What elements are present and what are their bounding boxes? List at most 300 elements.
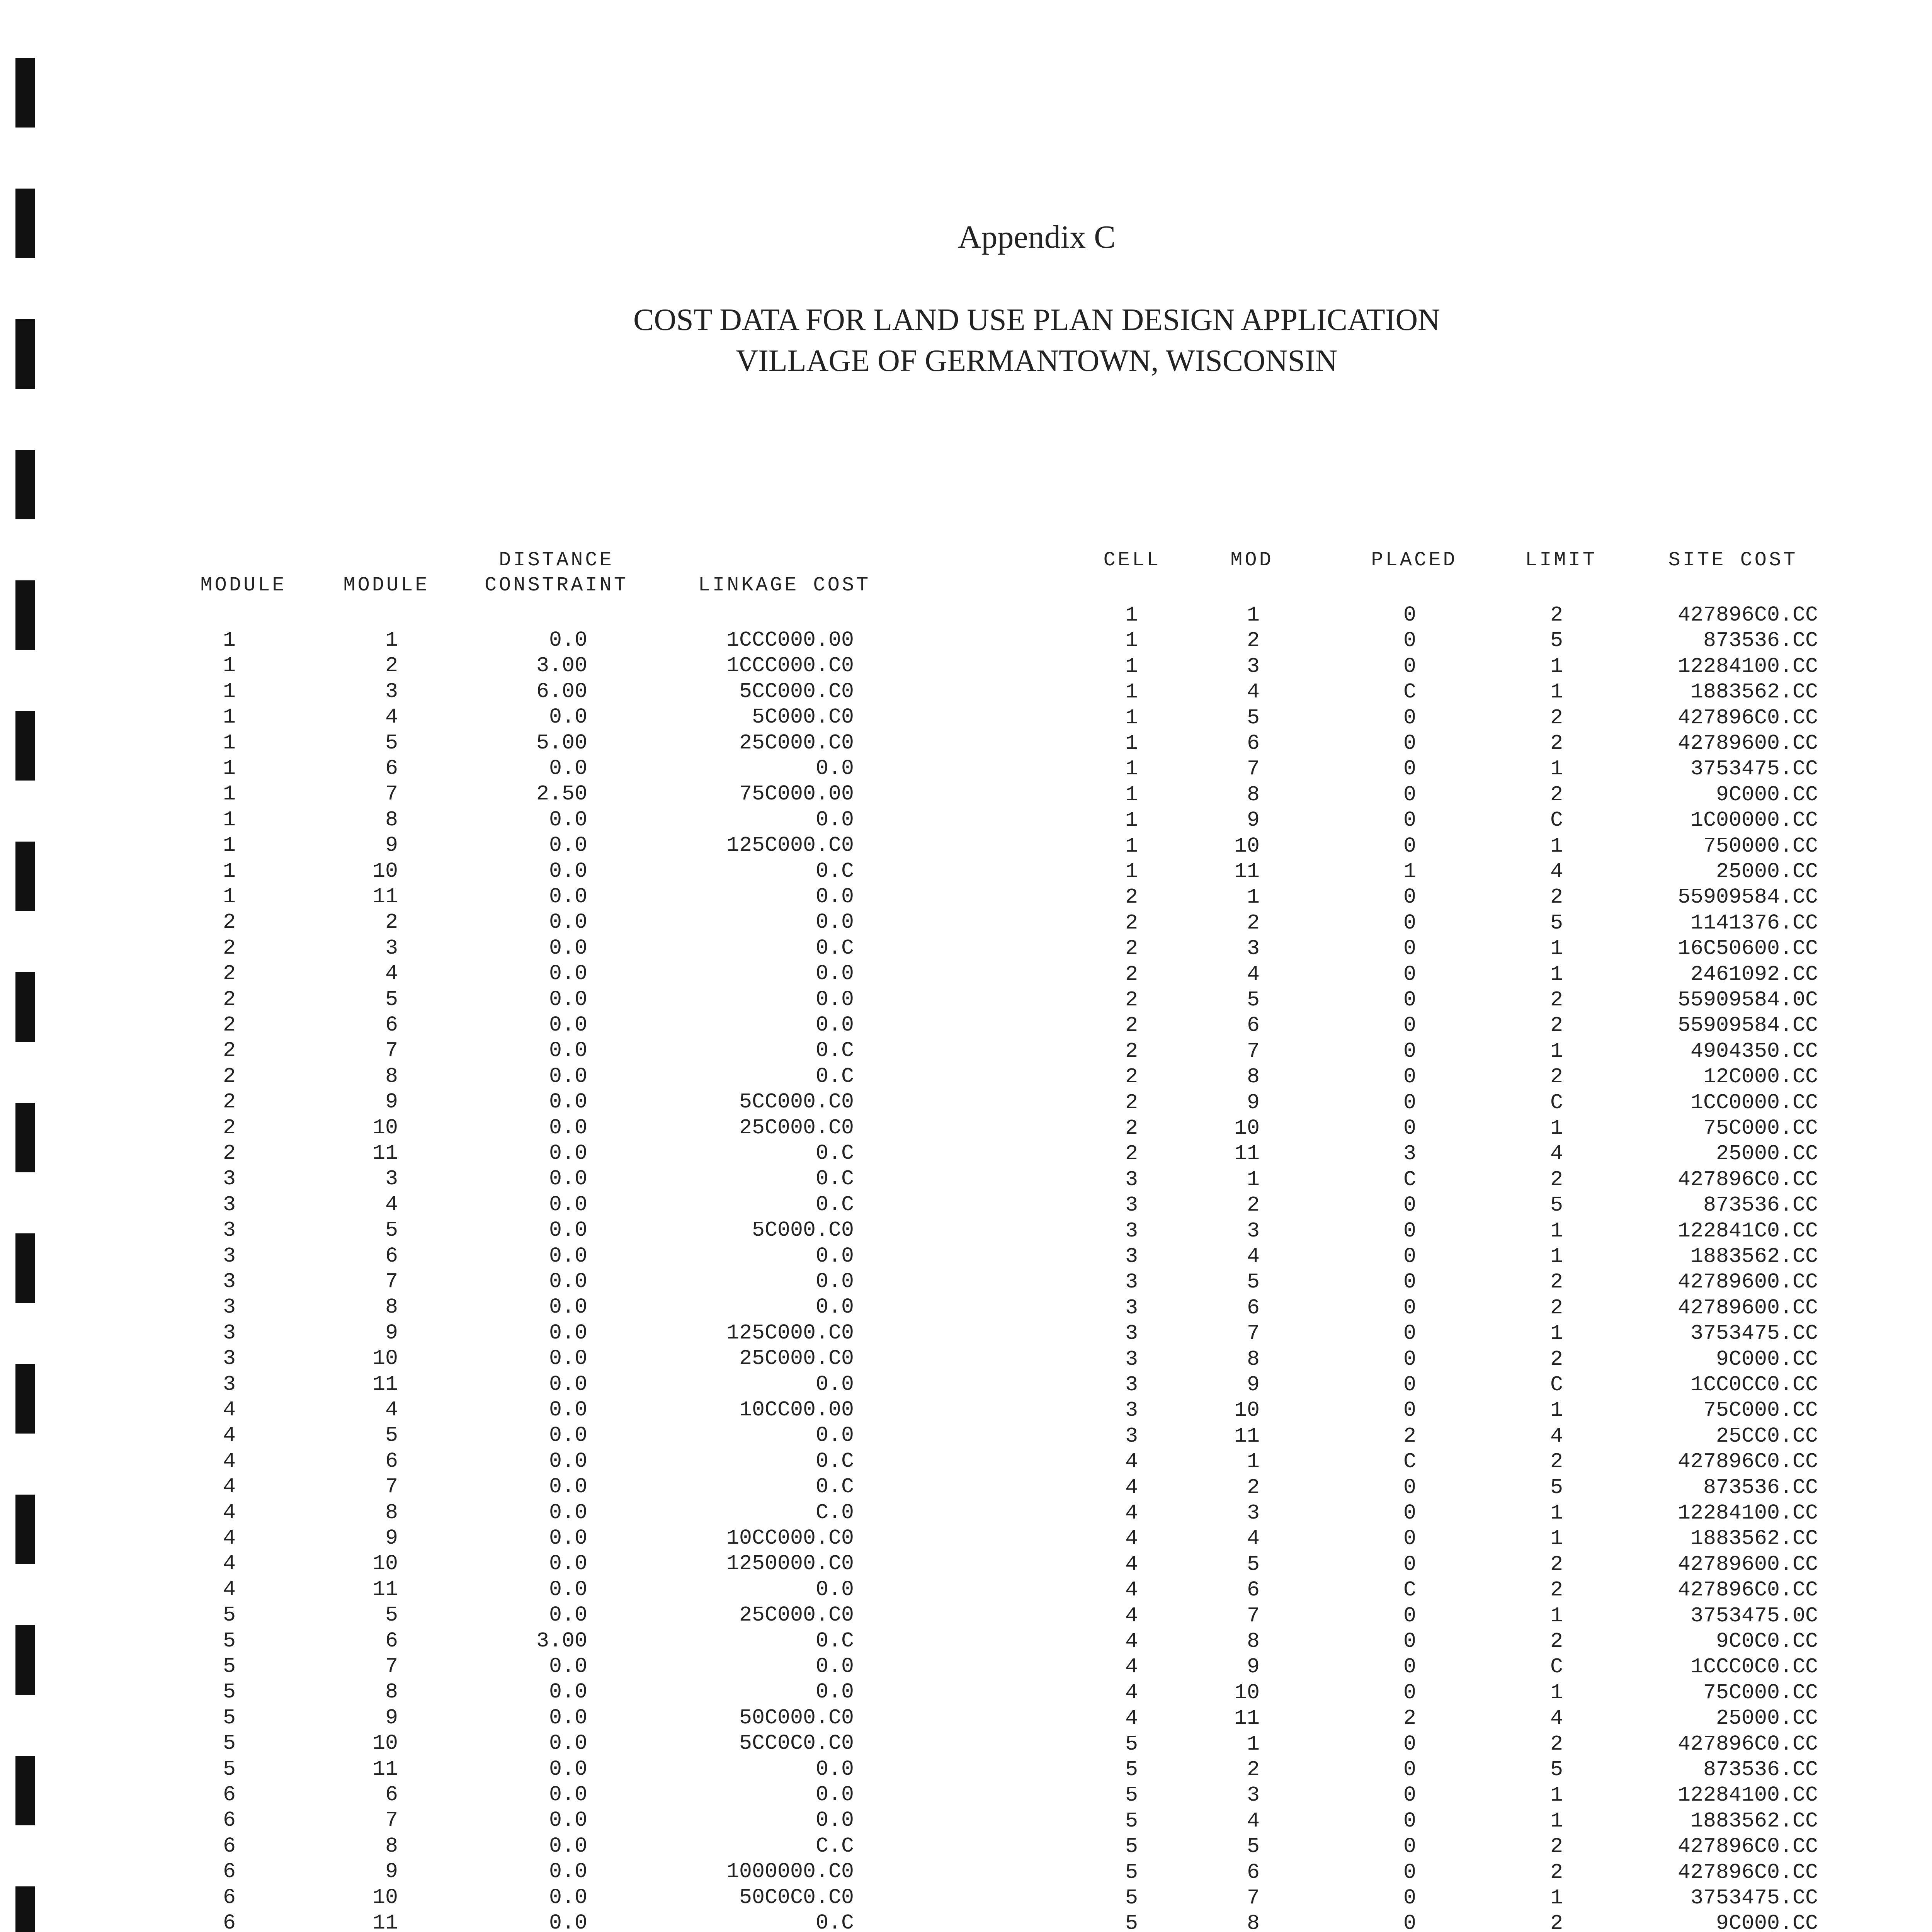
limit-cell: 5 — [1550, 910, 1563, 935]
distance-cell: 2.50 — [536, 782, 587, 806]
limit-cell: 2 — [1550, 731, 1563, 755]
site-cost-cell: 1883562.CC — [1690, 1808, 1818, 1833]
module-b-cell: 10 — [372, 1731, 398, 1756]
site-cost-cell: 9C000.CC — [1716, 1347, 1818, 1371]
mod-cell: 6 — [1247, 1013, 1260, 1038]
limit-cell: 1 — [1550, 1321, 1563, 1346]
cell-number-cell: 1 — [1125, 833, 1138, 858]
module-b-cell: 6 — [385, 1013, 398, 1037]
cell-number-cell: 4 — [1125, 1475, 1138, 1500]
linkage-cost-cell: 5CC0C0.C0 — [739, 1731, 854, 1756]
linkage-cost-cell: 1CCC000.00 — [726, 628, 854, 652]
module-a-cell: 1 — [223, 782, 236, 806]
placed-cell: 0 — [1403, 936, 1416, 961]
module-b-cell: 2 — [385, 910, 398, 935]
placed-cell: 0 — [1403, 654, 1416, 679]
distance-cell: 0.0 — [549, 1526, 587, 1550]
linkage-cost-cell: 0.C — [815, 1628, 854, 1653]
limit-cell: 4 — [1550, 859, 1563, 884]
mod-cell: 3 — [1247, 1783, 1260, 1808]
module-b-cell: 7 — [385, 782, 398, 806]
linkage-cost-cell: 0.C — [815, 1064, 854, 1088]
placed-cell: 0 — [1403, 1090, 1416, 1115]
mod-cell: 4 — [1247, 680, 1260, 704]
module-a-cell: 3 — [223, 1269, 236, 1294]
linkage-cost-cell: 0.C — [815, 1192, 854, 1217]
site-cost-row — [0, 1783, 1932, 1808]
module-a-cell: 1 — [223, 884, 236, 909]
cell-number-cell: 5 — [1125, 1808, 1138, 1833]
module-a-cell: 1 — [223, 859, 236, 883]
module-b-cell: 10 — [372, 859, 398, 883]
cell-number-cell: 2 — [1125, 1013, 1138, 1038]
site-cost-row — [0, 1347, 1932, 1372]
site-cost-cell: 873536.CC — [1703, 1193, 1818, 1218]
mod-cell: 8 — [1247, 1347, 1260, 1371]
placed-cell: 0 — [1403, 833, 1416, 858]
site-cost-cell: 873536.CC — [1703, 1475, 1818, 1500]
module-b-cell: 9 — [385, 1859, 398, 1884]
site-cost-cell: 1CC0000.CC — [1690, 1090, 1818, 1115]
linkage-cost-cell: 0.C — [815, 859, 854, 883]
distance-cell: 0.0 — [549, 1320, 587, 1345]
cell-number-cell: 1 — [1125, 680, 1138, 704]
cell-number-cell: 5 — [1125, 1757, 1138, 1782]
linkage-cost-cell: 5CC000.C0 — [739, 1090, 854, 1114]
distance-cell: 0.0 — [549, 987, 587, 1012]
linkage-cost-cell: 0.0 — [815, 884, 854, 909]
mod-cell: 8 — [1247, 1065, 1260, 1089]
module-b-cell: 8 — [385, 807, 398, 832]
site-cost-cell: 1CC0CC0.CC — [1690, 1372, 1818, 1397]
title-line-1: COST DATA FOR LAND USE PLAN DESIGN APPLICATION — [633, 303, 1440, 337]
site-cost-row — [0, 1552, 1932, 1578]
module-b-cell: 9 — [385, 1320, 398, 1345]
mod-cell: 3 — [1247, 1501, 1260, 1525]
distance-cell: 0.0 — [549, 1423, 587, 1448]
module-b-cell: 1 — [385, 628, 398, 652]
site-cost-cell: 427896C0.CC — [1677, 1578, 1818, 1602]
limit-cell: 2 — [1550, 885, 1563, 910]
site-cost-cell: 42789600.CC — [1677, 1270, 1818, 1294]
cell-number-cell: 1 — [1125, 654, 1138, 679]
placed-cell: 0 — [1403, 1244, 1416, 1269]
limit-cell: 4 — [1550, 1141, 1563, 1166]
placed-cell: C — [1403, 1167, 1416, 1192]
mod-cell: 4 — [1247, 962, 1260, 986]
module-a-cell: 5 — [223, 1731, 236, 1756]
site-cost-cell: 1141376.CC — [1690, 910, 1818, 935]
site-cost-cell: 12C000.CC — [1703, 1065, 1818, 1089]
site-cost-cell: 42789600.CC — [1677, 1295, 1818, 1320]
site-cost-cell: 12284100.CC — [1677, 1501, 1818, 1525]
module-b-cell: 5 — [385, 1218, 398, 1243]
limit-cell: 2 — [1550, 1013, 1563, 1038]
site-cost-cell: 1883562.CC — [1690, 1244, 1818, 1269]
appendix-label: Appendix C — [957, 219, 1116, 255]
linkage-cost-cell: 1250000.C0 — [726, 1551, 854, 1576]
linkage-cost-cell: 0.0 — [815, 807, 854, 832]
site-cost-row — [0, 1680, 1932, 1706]
module-a-cell: 4 — [223, 1526, 236, 1550]
placed-cell: 0 — [1403, 988, 1416, 1012]
module-b-cell: 9 — [385, 833, 398, 858]
placed-cell: 0 — [1403, 1065, 1416, 1089]
mod-cell: 5 — [1247, 1552, 1260, 1577]
site-cost-cell: 25CC0.CC — [1716, 1423, 1818, 1448]
distance-cell: 0.0 — [549, 1833, 587, 1858]
distance-cell: 5.00 — [536, 730, 587, 755]
mod-cell: 2 — [1247, 1757, 1260, 1782]
module-a-cell: 4 — [223, 1500, 236, 1525]
distance-cell: 0.0 — [549, 1064, 587, 1088]
module-b-cell: 5 — [385, 1603, 398, 1628]
distance-cell: 0.0 — [549, 756, 587, 781]
site-cost-cell: 427896C0.CC — [1677, 1834, 1818, 1859]
module-a-cell: 3 — [223, 1243, 236, 1268]
module-b-cell: 4 — [385, 1192, 398, 1217]
linkage-cost-cell: 5CC000.C0 — [739, 679, 854, 704]
cell-number-cell: 4 — [1125, 1629, 1138, 1653]
module-b-cell: 10 — [372, 1885, 398, 1910]
module-b-cell: 8 — [385, 1295, 398, 1320]
site-cost-row — [0, 731, 1932, 757]
placed-cell: 0 — [1403, 1603, 1416, 1628]
distance-cell: 0.0 — [549, 1885, 587, 1910]
cell-number-cell: 2 — [1125, 910, 1138, 935]
site-cost-row — [0, 1834, 1932, 1860]
linkage-cost-cell: 0.0 — [815, 1372, 854, 1396]
cell-number-cell: 1 — [1125, 628, 1138, 653]
placed-cell: 0 — [1403, 757, 1416, 781]
mod-cell: 5 — [1247, 988, 1260, 1012]
module-b-cell: 10 — [372, 1115, 398, 1140]
limit-cell: 5 — [1550, 628, 1563, 653]
cell-number-cell: 5 — [1125, 1860, 1138, 1884]
site-cost-row — [0, 1372, 1932, 1398]
limit-cell: 2 — [1550, 1552, 1563, 1577]
cell-number-cell: 3 — [1125, 1193, 1138, 1218]
module-a-cell: 5 — [223, 1603, 236, 1628]
linkage-cost-cell: 0.0 — [815, 1680, 854, 1704]
module-a-cell: 1 — [223, 705, 236, 730]
module-b-cell: 7 — [385, 1808, 398, 1833]
distance-cell: 3.00 — [536, 1628, 587, 1653]
module-b-cell: 3 — [385, 1167, 398, 1191]
module-b-cell: 4 — [385, 705, 398, 730]
module-b-cell: 11 — [372, 1577, 398, 1602]
mod-cell: 2 — [1247, 910, 1260, 935]
mod-cell: 1 — [1247, 1449, 1260, 1474]
cell-number-cell: 2 — [1125, 1090, 1138, 1115]
site-cost-cell: 3753475.CC — [1690, 1321, 1818, 1346]
site-cost-cell: 55909584.CC — [1677, 885, 1818, 910]
mod-cell: 7 — [1247, 1039, 1260, 1063]
distance-cell: 0.0 — [549, 1782, 587, 1807]
linkage-cost-cell: 125C000.C0 — [726, 833, 854, 858]
placed-cell: 0 — [1403, 1193, 1416, 1218]
site-cost-cell: 2461092.CC — [1690, 962, 1818, 986]
header-distance-line1: DISTANCE — [499, 549, 614, 571]
mod-cell: 7 — [1247, 1321, 1260, 1346]
module-a-cell: 1 — [223, 628, 236, 652]
mod-cell: 6 — [1247, 731, 1260, 755]
cell-number-cell: 2 — [1125, 1065, 1138, 1089]
site-cost-row — [0, 1090, 1932, 1116]
site-cost-cell: 25000.CC — [1716, 859, 1818, 884]
site-cost-row — [0, 1578, 1932, 1603]
site-cost-row — [0, 1757, 1932, 1783]
distance-cell: 0.0 — [549, 1551, 587, 1576]
cell-number-cell: 1 — [1125, 782, 1138, 807]
site-cost-cell: 75C000.CC — [1703, 1680, 1818, 1705]
mod-cell: 8 — [1247, 782, 1260, 807]
distance-cell: 0.0 — [549, 1603, 587, 1628]
cell-number-cell: 5 — [1125, 1911, 1138, 1932]
site-cost-row — [0, 1167, 1932, 1193]
placed-cell: 0 — [1403, 1526, 1416, 1551]
module-a-cell: 6 — [223, 1782, 236, 1807]
linkage-cost-cell: 0.0 — [815, 1808, 854, 1833]
limit-cell: 2 — [1550, 1578, 1563, 1602]
module-a-cell: 2 — [223, 935, 236, 960]
site-cost-row — [0, 1013, 1932, 1039]
header-site-cost: SITE COST — [1668, 549, 1798, 571]
limit-cell: C — [1550, 808, 1563, 833]
site-cost-cell: 42789600.CC — [1677, 1552, 1818, 1577]
mod-cell: 7 — [1247, 1603, 1260, 1628]
site-cost-cell: 1883562.CC — [1690, 680, 1818, 704]
mod-cell: 2 — [1247, 1193, 1260, 1218]
placed-cell: 0 — [1403, 1116, 1416, 1140]
limit-cell: 1 — [1550, 1218, 1563, 1243]
site-cost-cell: 9C000.CC — [1716, 1911, 1818, 1932]
limit-cell: 2 — [1550, 1860, 1563, 1884]
module-a-cell: 2 — [223, 1090, 236, 1114]
module-a-cell: 2 — [223, 910, 236, 935]
site-cost-row — [0, 1860, 1932, 1886]
limit-cell: 5 — [1550, 1757, 1563, 1782]
limit-cell: 2 — [1550, 1167, 1563, 1192]
module-b-cell: 7 — [385, 1269, 398, 1294]
site-cost-row — [0, 1911, 1932, 1932]
site-cost-row — [0, 1219, 1932, 1244]
distance-cell: 3.00 — [536, 653, 587, 678]
placed-cell: 0 — [1403, 1629, 1416, 1653]
placed-cell: 0 — [1403, 705, 1416, 730]
mod-cell: 8 — [1247, 1911, 1260, 1932]
linkage-cost-cell: 1000000.C0 — [726, 1859, 854, 1884]
linkage-cost-cell: 0.C — [815, 1449, 854, 1473]
placed-cell: 0 — [1403, 1501, 1416, 1525]
limit-cell: 1 — [1550, 1501, 1563, 1525]
module-b-cell: 11 — [372, 1911, 398, 1932]
placed-cell: 0 — [1403, 1347, 1416, 1371]
binding-mark — [15, 450, 35, 519]
limit-cell: 1 — [1550, 936, 1563, 961]
site-cost-row — [0, 1270, 1932, 1295]
distance-cell: 6.00 — [536, 679, 587, 704]
site-cost-cell: 9C000.CC — [1716, 782, 1818, 807]
distance-cell: 0.0 — [549, 1115, 587, 1140]
module-a-cell: 6 — [223, 1885, 236, 1910]
linkage-cost-cell: 0.0 — [815, 1269, 854, 1294]
distance-cell: 0.0 — [549, 935, 587, 960]
header-mod: MOD — [1230, 549, 1274, 571]
limit-cell: 1 — [1550, 757, 1563, 781]
placed-cell: 0 — [1403, 1860, 1416, 1884]
module-a-cell: 1 — [223, 756, 236, 781]
module-a-cell: 2 — [223, 1064, 236, 1088]
site-cost-row — [0, 603, 1932, 628]
limit-cell: 1 — [1550, 1808, 1563, 1833]
cell-number-cell: 3 — [1125, 1244, 1138, 1269]
cell-number-cell: 3 — [1125, 1167, 1138, 1192]
module-a-cell: 5 — [223, 1705, 236, 1730]
module-a-cell: 2 — [223, 1115, 236, 1140]
distance-cell: 0.0 — [549, 705, 587, 730]
distance-cell: 0.0 — [549, 833, 587, 858]
module-a-cell: 5 — [223, 1654, 236, 1679]
module-b-cell: 8 — [385, 1680, 398, 1704]
site-cost-row — [0, 680, 1932, 705]
module-a-cell: 1 — [223, 807, 236, 832]
distance-cell: 0.0 — [549, 1680, 587, 1704]
module-a-cell: 3 — [223, 1295, 236, 1320]
limit-cell: 2 — [1550, 1295, 1563, 1320]
linkage-cost-cell: C.C — [815, 1833, 854, 1858]
module-b-cell: 5 — [385, 987, 398, 1012]
limit-cell: 1 — [1550, 1039, 1563, 1063]
site-cost-row — [0, 1886, 1932, 1911]
placed-cell: 0 — [1403, 1039, 1416, 1063]
placed-cell: 0 — [1403, 1783, 1416, 1808]
module-b-cell: 8 — [385, 1833, 398, 1858]
module-a-cell: 2 — [223, 987, 236, 1012]
site-cost-row — [0, 1424, 1932, 1449]
cell-number-cell: 2 — [1125, 1141, 1138, 1166]
mod-cell: 4 — [1247, 1808, 1260, 1833]
placed-cell: 0 — [1403, 1731, 1416, 1756]
module-b-cell: 7 — [385, 1475, 398, 1499]
site-cost-cell: 427896C0.CC — [1677, 1167, 1818, 1192]
linkage-cost-cell: 5C000.C0 — [752, 1218, 854, 1243]
module-b-cell: 9 — [385, 1090, 398, 1114]
distance-cell: 0.0 — [549, 1911, 587, 1932]
limit-cell: 1 — [1550, 654, 1563, 679]
linkage-cost-cell: 0.0 — [815, 1757, 854, 1781]
cell-number-cell: 3 — [1125, 1398, 1138, 1423]
module-b-cell: 11 — [372, 884, 398, 909]
limit-cell: 1 — [1550, 833, 1563, 858]
header-limit: LIMIT — [1525, 549, 1597, 571]
module-a-cell: 2 — [223, 1141, 236, 1165]
distance-cell: 0.0 — [549, 1398, 587, 1422]
cell-number-cell: 3 — [1125, 1295, 1138, 1320]
site-cost-cell: 427896C0.CC — [1677, 705, 1818, 730]
limit-cell: 4 — [1550, 1423, 1563, 1448]
module-b-cell: 8 — [385, 1064, 398, 1088]
mod-cell: 3 — [1247, 654, 1260, 679]
mod-cell: 11 — [1234, 1706, 1260, 1731]
placed-cell: 2 — [1403, 1423, 1416, 1448]
limit-cell: C — [1550, 1655, 1563, 1679]
linkage-cost-cell: 0.0 — [815, 987, 854, 1012]
placed-cell: 0 — [1403, 962, 1416, 986]
binding-mark — [15, 189, 35, 258]
site-cost-cell: 3753475.CC — [1690, 757, 1818, 781]
placed-cell: 0 — [1403, 1475, 1416, 1500]
site-cost-cell: 3753475.0C — [1690, 1603, 1818, 1628]
mod-cell: 6 — [1247, 1295, 1260, 1320]
mod-cell: 1 — [1247, 1731, 1260, 1756]
placed-cell: 3 — [1403, 1141, 1416, 1166]
site-cost-row — [0, 1501, 1932, 1526]
module-b-cell: 10 — [372, 1346, 398, 1371]
module-a-cell: 4 — [223, 1577, 236, 1602]
limit-cell: 1 — [1550, 1244, 1563, 1269]
cell-number-cell: 2 — [1125, 1039, 1138, 1063]
site-cost-row — [0, 936, 1932, 962]
mod-cell: 11 — [1234, 1141, 1260, 1166]
placed-cell: 0 — [1403, 1321, 1416, 1346]
module-a-cell: 4 — [223, 1551, 236, 1576]
module-b-cell: 9 — [385, 1526, 398, 1550]
distance-cell: 0.0 — [549, 1192, 587, 1217]
module-b-cell: 5 — [385, 730, 398, 755]
site-cost-row — [0, 1526, 1932, 1552]
site-cost-row — [0, 834, 1932, 859]
distance-cell: 0.0 — [549, 910, 587, 935]
placed-cell: 0 — [1403, 1372, 1416, 1397]
mod-cell: 6 — [1247, 1578, 1260, 1602]
site-cost-row — [0, 1244, 1932, 1270]
cell-number-cell: 4 — [1125, 1552, 1138, 1577]
site-cost-cell: 750000.CC — [1703, 833, 1818, 858]
distance-cell: 0.0 — [549, 628, 587, 652]
module-a-cell: 5 — [223, 1757, 236, 1781]
title-line-2: VILLAGE OF GERMANTOWN, WISCONSIN — [736, 344, 1338, 378]
mod-cell: 1 — [1247, 1167, 1260, 1192]
cell-number-cell: 4 — [1125, 1655, 1138, 1679]
mod-cell: 10 — [1234, 1680, 1260, 1705]
cell-number-cell: 2 — [1125, 962, 1138, 986]
header-module-b: MODULE — [343, 574, 430, 597]
linkage-cost-cell: C.0 — [815, 1500, 854, 1525]
site-cost-cell: 55909584.CC — [1677, 1013, 1818, 1038]
site-cost-cell: 427896C0.CC — [1677, 603, 1818, 627]
linkage-cost-cell: 0.0 — [815, 1577, 854, 1602]
cell-number-cell: 3 — [1125, 1372, 1138, 1397]
distance-cell: 0.0 — [549, 1141, 587, 1165]
module-b-cell: 3 — [385, 935, 398, 960]
placed-cell: 0 — [1403, 1270, 1416, 1294]
placed-cell: 0 — [1403, 1552, 1416, 1577]
site-cost-row — [0, 911, 1932, 936]
site-cost-row — [0, 988, 1932, 1013]
module-b-cell: 7 — [385, 1038, 398, 1063]
distance-cell: 0.0 — [549, 1475, 587, 1499]
cell-number-cell: 4 — [1125, 1501, 1138, 1525]
linkage-cost-cell: 25C000.C0 — [739, 730, 854, 755]
module-a-cell: 1 — [223, 679, 236, 704]
linkage-cost-cell: 1CCC000.C0 — [726, 653, 854, 678]
site-cost-cell: 9C0C0.CC — [1716, 1629, 1818, 1653]
site-cost-row — [0, 1449, 1932, 1475]
module-b-cell: 2 — [385, 653, 398, 678]
site-cost-cell: 4904350.CC — [1690, 1039, 1818, 1063]
cell-number-cell: 3 — [1125, 1270, 1138, 1294]
